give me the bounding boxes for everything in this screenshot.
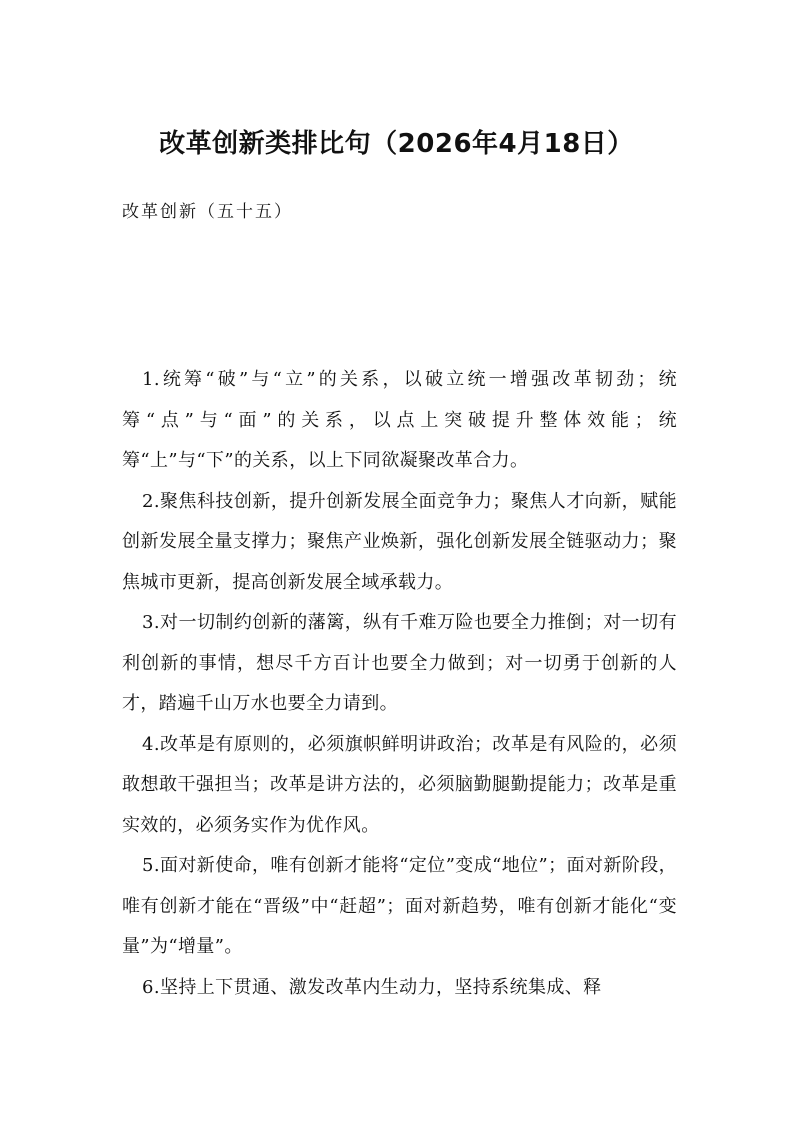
paragraph-1: 1.统筹“破”与“立”的关系，以破立统一增强改革韧劲；统筹“点”与“面”的关系，以点上突破提升整体效能；统筹“上”与“下”的关系，以上下同欲凝聚改革合力。 xyxy=(122,369,677,471)
paragraph-2: 2.聚焦科技创新，提升创新发展全面竞争力；聚焦人才向新，赋能创新发展全量支撑力；聚焦产业焕新，强化创新发展全链驱动力；聚焦城市更新，提高创新发展全域承载力。 xyxy=(122,490,677,593)
paragraph-3: 3.对一切制约创新的藩篱，纵有千难万险也要全力推倒；对一切有利创新的事情，想尽千方百计也要全力做到；对一切勇于创新的人才，踏遍千山万水也要全力请到。 xyxy=(122,612,677,714)
document-title: 改革创新类排比句（2026年4月18日） xyxy=(159,129,634,159)
paragraph-5: 5.面对新使命，唯有创新才能将“定位”变成“地位”；面对新阶段，唯有创新才能在“晋级”中“赶超”；面对新趋势，唯有创新才能化“变量”为“增量”。 xyxy=(122,855,677,957)
document-subtitle: 改革创新（五十五） xyxy=(122,202,293,222)
paragraph-4: 4.改革是有原则的，必须旗帜鲜明讲政治；改革是有风险的，必须敢想敢干强担当；改革是讲方法的，必须脑勤腿勤提能力；改革是重实效的，必须务实作为优作风。 xyxy=(122,733,677,836)
document-body xyxy=(122,360,677,1008)
paragraph-6: 6.坚持上下贯通、激发改革内生动力，坚持系统集成、释 xyxy=(142,976,602,998)
